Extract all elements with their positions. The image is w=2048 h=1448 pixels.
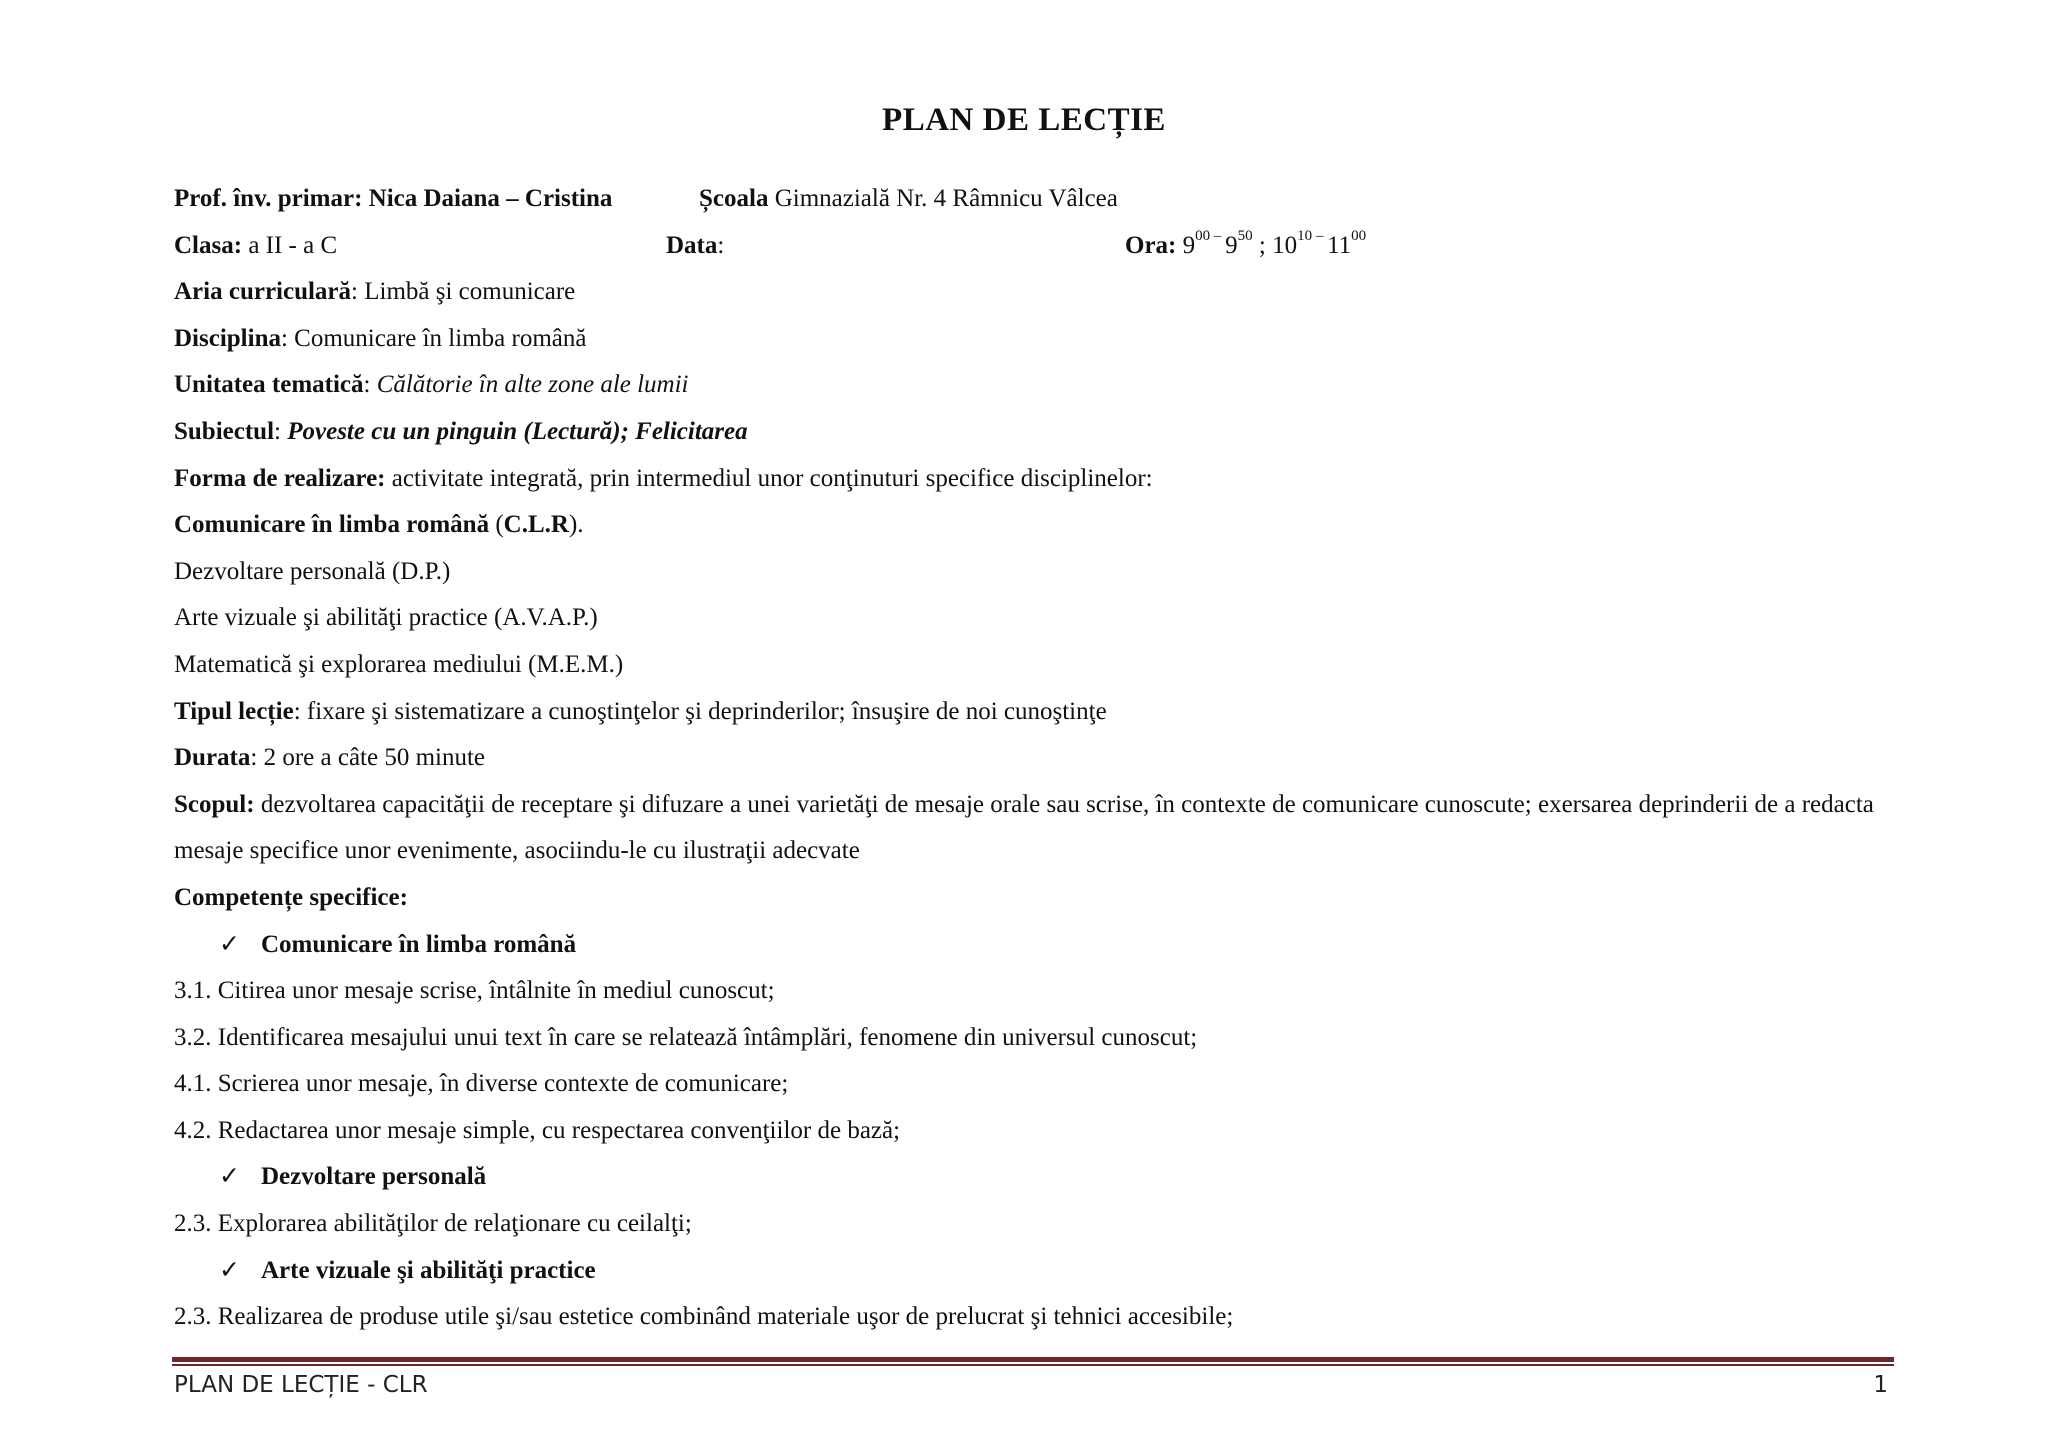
list-item: 4.2. Redactarea unor mesaje simple, cu respectarea convenţiilor de bază; — [174, 1116, 901, 1144]
lesson-plan-body — [174, 176, 1894, 1341]
data-label: Data — [666, 231, 718, 259]
discipline-mem: Matematică şi explorarea mediului (M.E.M.) — [174, 650, 624, 678]
durata-label: Durata — [174, 744, 251, 772]
data-colon: : — [717, 231, 725, 259]
unitatea-value: Călătorie în alte zone ale lumii — [376, 371, 689, 399]
ora-sup-1: 00 – — [1195, 228, 1226, 245]
list-item: 2.3. Realizarea de produse utile şi/sau estetice combinând materiale uşor de prelucrat şi tehnici accesibile; — [174, 1303, 1234, 1331]
list-item: 4.1. Scrierea unor mesaje, în diverse contexte de comunicare; — [174, 1070, 789, 1098]
class-row — [174, 223, 1894, 270]
group-title: Dezvoltare personală — [261, 1163, 487, 1191]
discipline-dp: Dezvoltare personală (D.P.) — [174, 557, 451, 585]
unitatea-colon: : — [363, 371, 377, 399]
aria-value: : Limbă şi comunicare — [351, 278, 576, 306]
ora-sup-3: 10 – — [1297, 228, 1328, 245]
ora-value-1: 9 — [1176, 231, 1196, 259]
scopul-row — [174, 782, 1894, 875]
competente-heading-text: Competențe specifice: — [174, 883, 408, 911]
subiectul-colon: : — [274, 417, 288, 445]
list-item: 3.2. Identificarea mesajului unui text în care se relatează întâmplări, fenomene din universul cunoscut; — [174, 1023, 1198, 1051]
group-title: Arte vizuale şi abilităţi practice — [261, 1256, 596, 1284]
school-label: Școala — [699, 185, 769, 212]
list-item: 3.1. Citirea unor mesaje scrise, întâlnite în mediul cunoscut; — [174, 977, 775, 1005]
teacher-name: Prof. înv. primar: Nica Daiana – Cristina — [174, 185, 613, 212]
clr-abbr: C.L.R — [503, 511, 569, 539]
competente-heading — [174, 875, 1894, 922]
clr-paren-close: ) — [568, 511, 578, 539]
clasa — [174, 232, 337, 259]
discipline-clr — [174, 502, 1894, 549]
forma-row — [174, 456, 1894, 503]
clr-paren-open: ( — [489, 511, 504, 539]
disciplina-label: Disciplina — [174, 324, 281, 352]
ora-separator: ; 10 — [1252, 231, 1298, 259]
ora-value-4: 11 — [1327, 231, 1352, 259]
clasa-label: Clasa: — [174, 231, 243, 259]
group-title-dp — [174, 1154, 1894, 1201]
ora-sup-4: 00 — [1351, 228, 1367, 245]
group-title-clr — [174, 922, 1894, 969]
scopul-label: Scopul: — [174, 790, 255, 818]
ora-sup-2: 50 — [1237, 228, 1253, 245]
unitatea-label: Unitatea tematică — [174, 371, 364, 399]
clasa-value: a II - a C — [242, 231, 338, 259]
clr-dot: . — [577, 511, 584, 539]
tipul-value: : fixare şi sistematizare a cunoştinţelor şi deprinderilor; însuşire de noi cunoştinţe — [293, 697, 1107, 725]
check-icon: ✓ — [219, 930, 240, 958]
disciplina-value: : Comunicare în limba română — [280, 324, 587, 352]
page-title: PLAN DE LECȚIE — [882, 102, 1166, 138]
ora-field — [1125, 223, 1366, 270]
forma-label: Forma de realizare: — [174, 464, 386, 492]
scopul-value: dezvoltarea capacităţii de receptare şi difuzare a unei varietăţi de mesaje orale sau scrise, în contexte de comunicare cunoscute; exersarea deprinderii de a redacta mesaje specifice unor evenimente, asociindu-le cu ilustraţii adecvate — [174, 790, 1874, 865]
discipline-avap: Arte vizuale şi abilităţi practice (A.V.A.P.) — [174, 604, 598, 632]
tipul-label: Tipul lecție — [174, 697, 294, 725]
subiectul-label: Subiectul — [174, 417, 275, 445]
clr-bold: Comunicare în limba română — [174, 511, 490, 539]
aria-row — [174, 269, 1894, 316]
footer-rule — [172, 1357, 1894, 1362]
ora-label: Ora: — [1125, 231, 1177, 259]
tipul-row — [174, 689, 1894, 736]
unitatea-row — [174, 362, 1894, 409]
ora-value-2: 9 — [1225, 231, 1238, 259]
teacher-row — [174, 176, 1894, 223]
group-title: Comunicare în limba română — [261, 930, 577, 958]
subiectul-value: Poveste cu un pinguin (Lectură); Felicitarea — [287, 417, 748, 445]
list-item: 2.3. Explorarea abilităţilor de relaţionare cu ceilalţi; — [174, 1210, 692, 1238]
school-value: Gimnazială Nr. 4 Râmnicu Vâlcea — [768, 185, 1118, 212]
aria-label: Aria curriculară — [174, 278, 352, 306]
footer-title: PLAN DE LECȚIE - CLR — [174, 1372, 428, 1398]
group-title-avap — [174, 1248, 1894, 1295]
school — [699, 176, 1118, 223]
subiectul-row — [174, 409, 1894, 456]
footer-rule-thin — [172, 1364, 1894, 1366]
disciplina-row — [174, 316, 1894, 363]
durata-row — [174, 735, 1894, 782]
page-number: 1 — [1873, 1372, 1888, 1398]
data-field — [666, 223, 724, 270]
check-icon: ✓ — [219, 1163, 240, 1191]
durata-value: : 2 ore a câte 50 minute — [250, 744, 486, 772]
check-icon: ✓ — [219, 1256, 240, 1284]
forma-value: activitate integrată, prin intermediul unor conţinuturi specifice disciplinelor: — [385, 464, 1153, 492]
